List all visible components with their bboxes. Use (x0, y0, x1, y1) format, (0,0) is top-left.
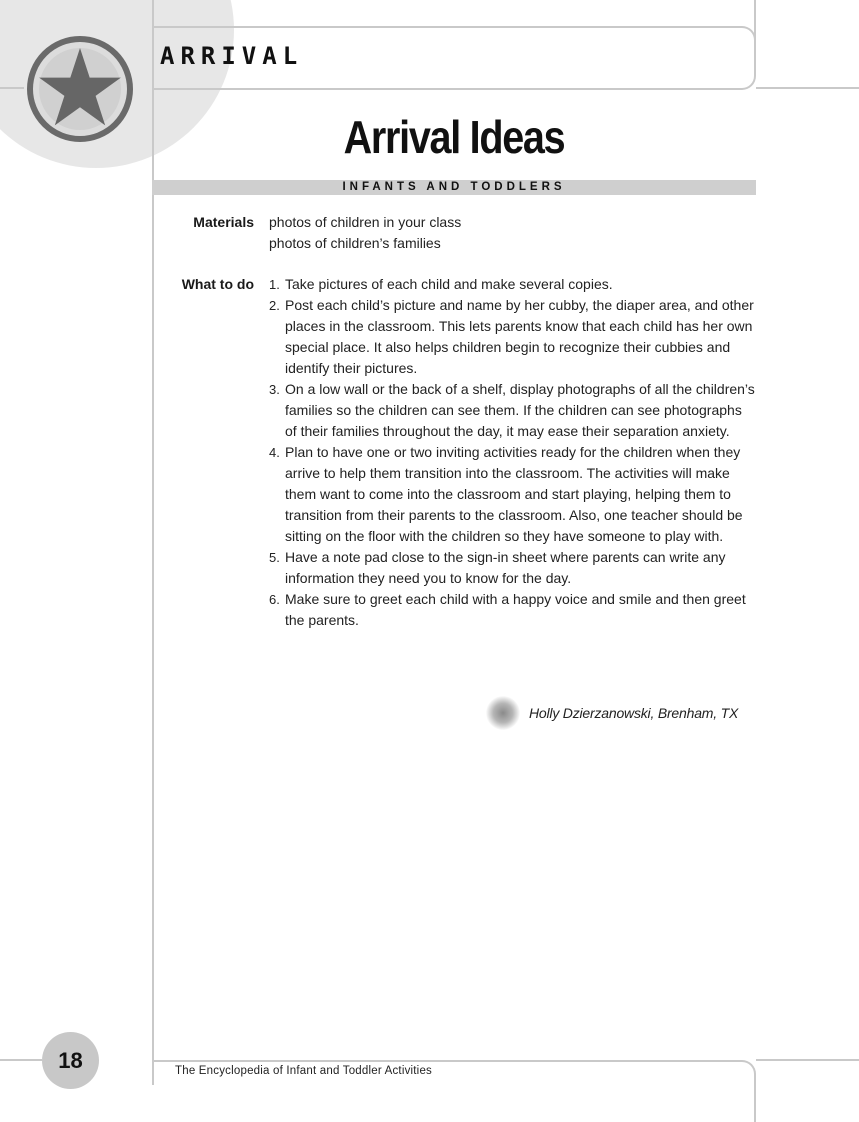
materials-label: Materials (193, 214, 254, 230)
frame-left-tick-top (0, 87, 24, 89)
step-number: 6. (269, 592, 280, 607)
subhead-text: INFANTS AND TODDLERS (342, 181, 566, 193)
star-icon (25, 34, 135, 144)
step-number: 2. (269, 298, 280, 313)
list-item (269, 379, 755, 442)
steps-list (269, 274, 755, 631)
author-dot-icon (486, 696, 520, 730)
section-label: ARRIVAL (160, 42, 304, 70)
list-item (269, 442, 755, 547)
page-number: 18 (42, 1032, 99, 1089)
step-number: 4. (269, 445, 280, 460)
subhead-bar (152, 180, 756, 195)
step-number: 1. (269, 277, 280, 292)
list-item (269, 589, 755, 631)
step-number: 3. (269, 382, 280, 397)
step-text: Plan to have one or two inviting activities ready for the children when they arrive to help them transition into the classroom. The activities will make them want to come into the classroom and start playing, helping them to transition from their parents to the classroom. Also, one teacher should be sitting on the floor with the children so they have someone to play with. (285, 444, 743, 544)
step-number: 5. (269, 550, 280, 565)
frame-right-tick-top (756, 87, 859, 89)
materials-item: photos of children’s families (269, 235, 441, 251)
frame-left-rule (152, 0, 154, 1085)
author-credit: Holly Dzierzanowski, Brenham, TX (529, 705, 739, 721)
list-item (269, 295, 755, 379)
step-text: Have a note pad close to the sign-in sheet where parents can write any information they need you to know for the day. (285, 549, 726, 586)
list-item (269, 547, 755, 589)
what-to-do-label: What to do (181, 276, 254, 292)
materials-item: photos of children in your class (269, 214, 462, 230)
step-text: Post each child’s picture and name by her cubby, the diaper area, and other places in the classroom. This lets parents know that each child has her own special place. It also helps children begin to recognize their cubbies and identify their pictures. (285, 297, 754, 376)
page-title: Arrival Ideas (343, 111, 565, 163)
footer-book-title: The Encyclopedia of Infant and Toddler Activities (175, 1065, 432, 1077)
step-text: Take pictures of each child and make several copies. (285, 276, 613, 292)
list-item (269, 274, 755, 295)
step-text: Make sure to greet each child with a happy voice and smile and then greet the parents. (285, 591, 746, 628)
step-text: On a low wall or the back of a shelf, display photographs of all the children’s families so the children can see them. If the children can see photographs of their families throughout the day, it may ease their separation anxiety. (285, 381, 755, 439)
frame-left-tick-bottom (0, 1059, 42, 1061)
frame-right-tick-bottom (756, 1059, 859, 1061)
materials-list (269, 212, 461, 254)
